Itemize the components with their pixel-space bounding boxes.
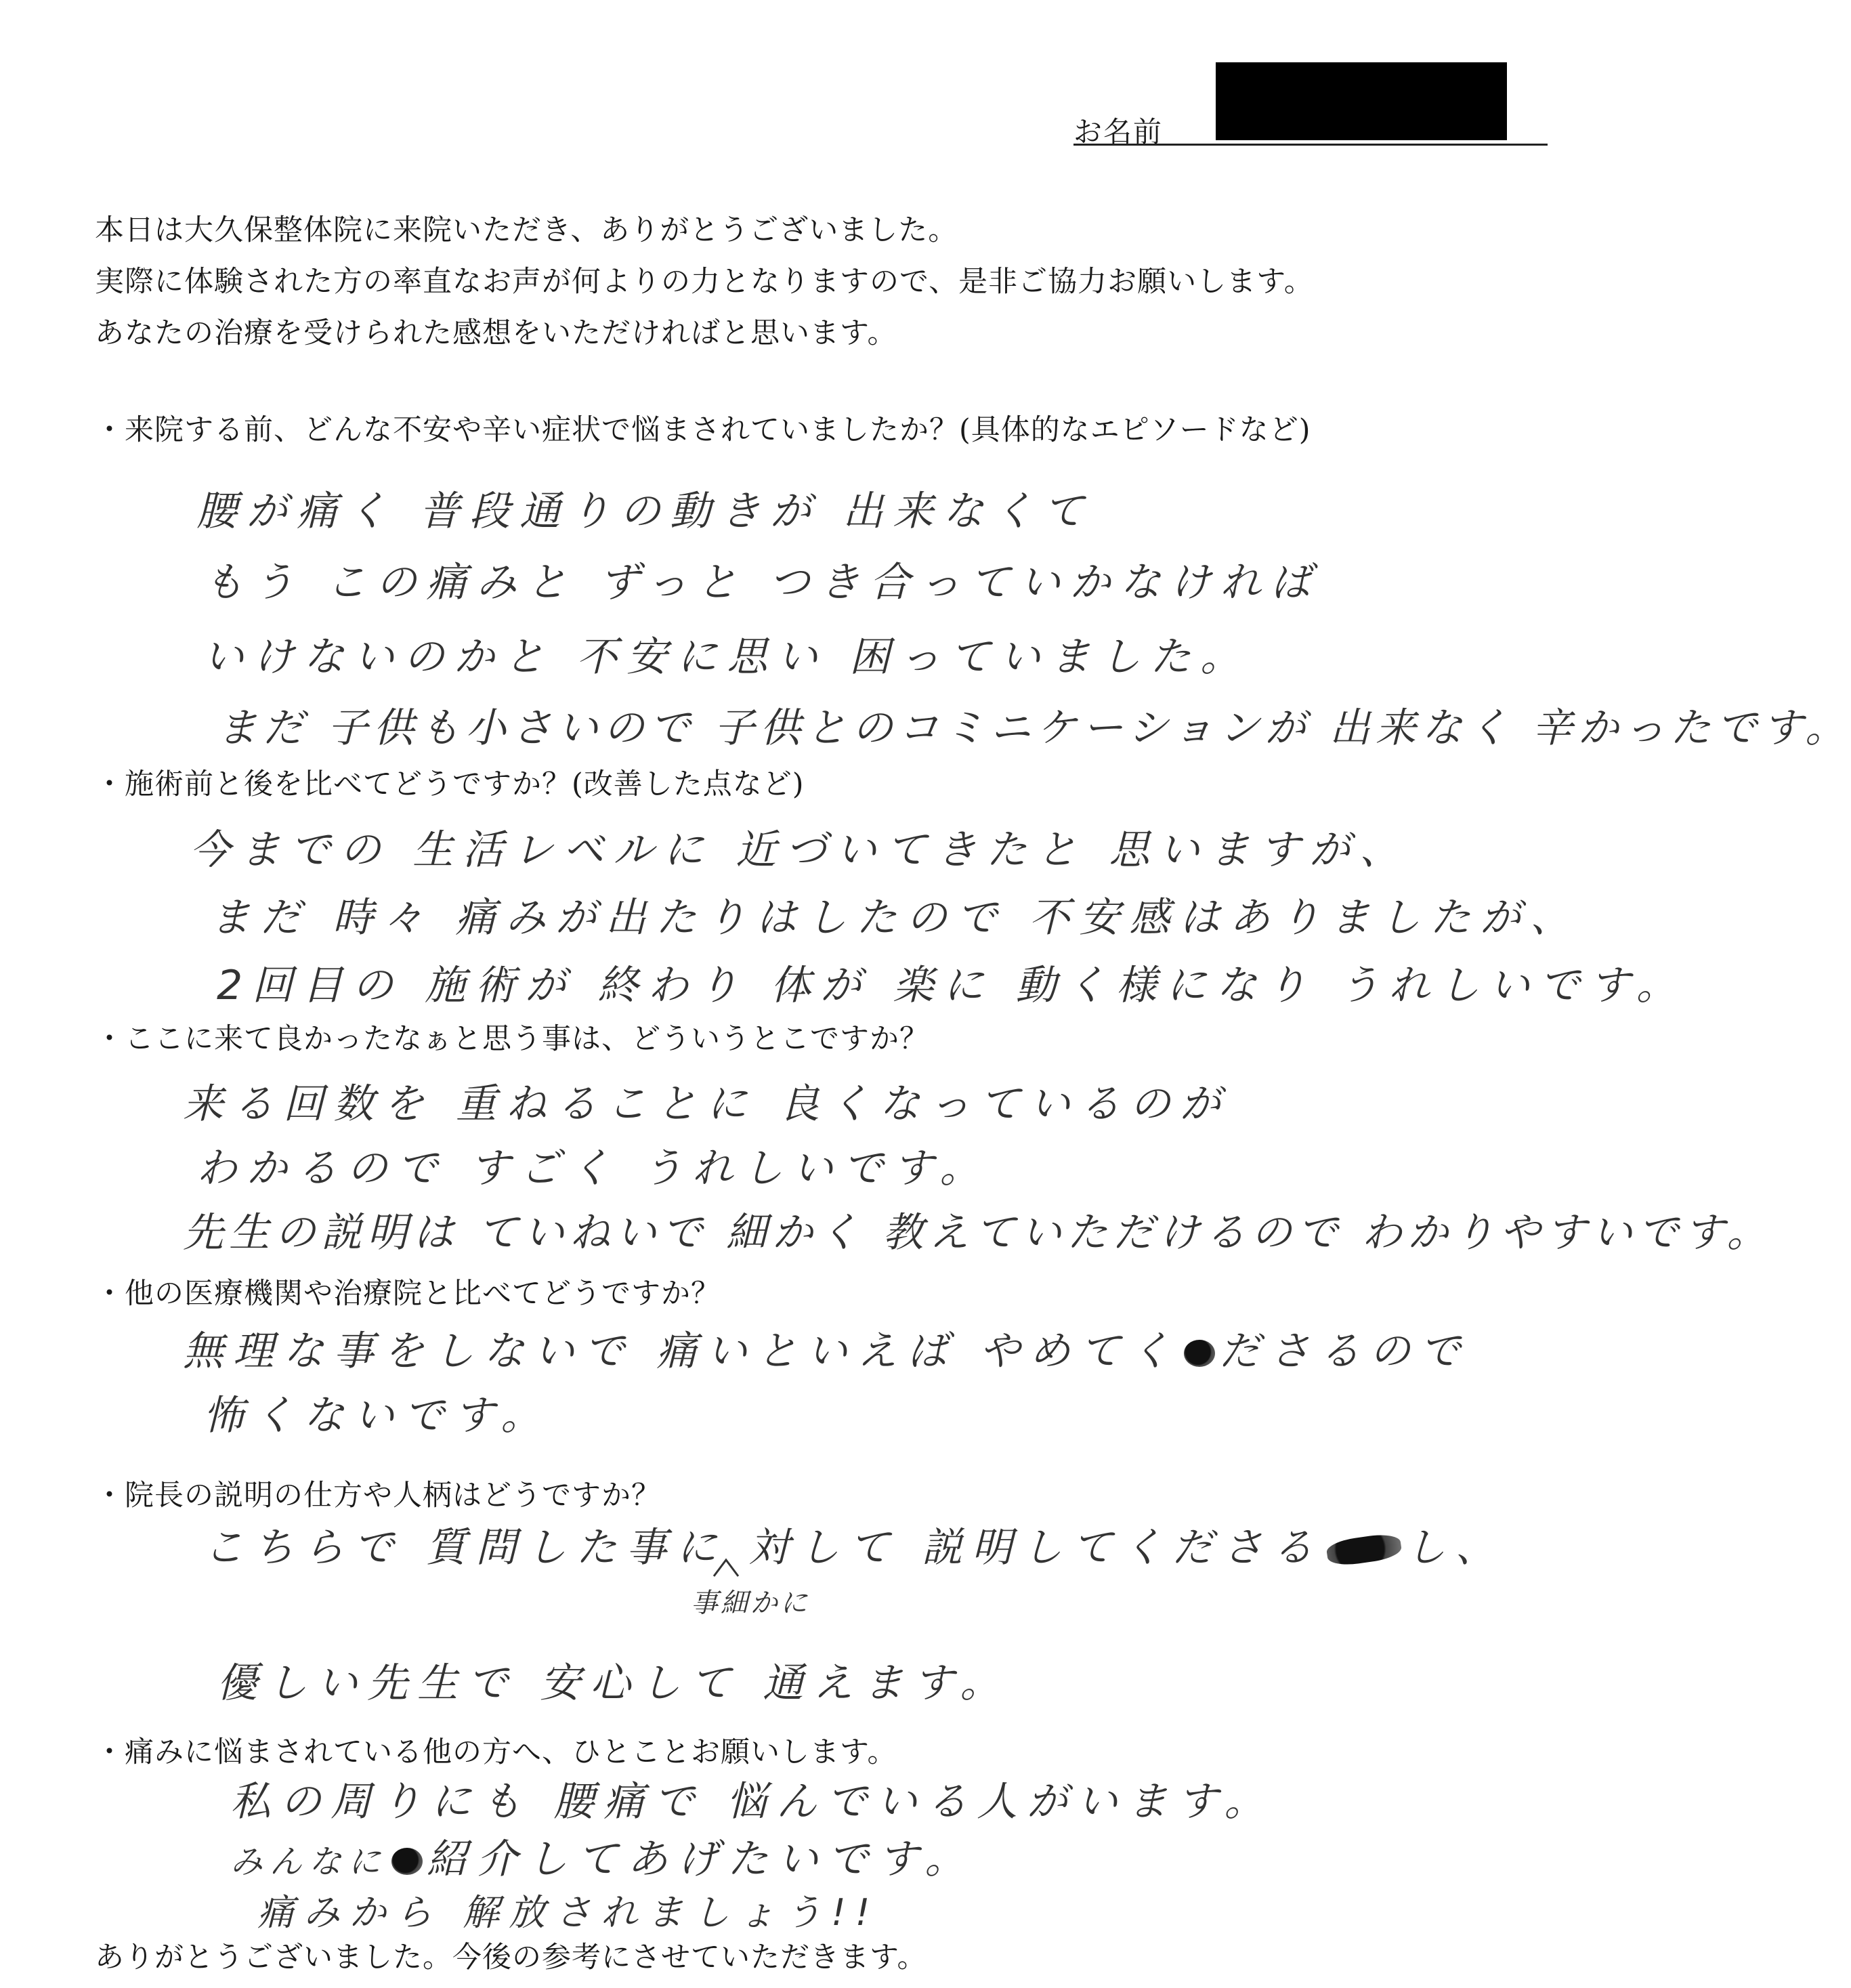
handwritten-line: まだ 時々 痛みが出たりはしたので 不安感はありましたが、 [210,894,1581,942]
question-compare-other [95,1273,1619,1314]
name-underline [1073,144,1548,146]
answer-good-points [183,1070,1773,1267]
answer-before-visit [196,478,1851,762]
handwritten-line: 痛みから 解放されましょう!! [257,1891,880,1934]
question-label: ・他の医療機関や治療院と比べてどうですか？ [95,1277,721,1311]
answer-message [230,1771,1274,1937]
handwritten-line: いけないのかと 不安に思い 困っていました。 [203,633,1251,681]
handwritten-fragment: 無理な事をしないで 痛いといえば やめてく [183,1328,1180,1375]
closing-text: ありがとうございました。今後の参考にさせていただきます。 [95,1941,927,1974]
intro-text [95,205,1619,359]
answer-compare-other [183,1317,1470,1446]
name-redaction [1216,62,1507,140]
intro-line: 実際に体験された方の率直なお声が何よりの力となりますので、是非ご協力お願いします。 [95,265,1314,299]
handwritten-fragment: こちらで 質問した事に 対して 説明してくださる [203,1524,1323,1571]
handwritten-line: 怖くないです。 [203,1392,551,1439]
crossed-out-scribble [1184,1340,1215,1367]
question-label: ・痛みに悩まされている他の方へ、ひとことお願いします。 [95,1735,897,1769]
handwritten-line: 私の周りにも 腰痛で 悩んでいる人がいます。 [230,1778,1275,1825]
crossed-out-scribble [391,1848,423,1875]
handwritten-fragment: みんなに [230,1843,388,1881]
answer-director [203,1514,1506,1717]
insertion-caret [712,1557,740,1578]
handwritten-line: 2回目の 施術が 終わり 体が 楽に 動く様になり うれしいです。 [217,962,1686,1009]
answer-before-after [190,816,1686,1019]
handwritten-fragment: し、 [1405,1524,1506,1571]
handwritten-line [183,1317,1470,1385]
handwritten-line: まだ 子供も小さいので 子供とのコミニケーションが 出来なく 辛かったです。 [217,704,1851,752]
question-director [95,1475,1619,1516]
inserted-text: 事細かに [691,1588,810,1619]
handwritten-line [203,1514,1506,1582]
question-label: ・院長の説明の仕方や人柄はどうですか？ [95,1479,661,1513]
question-good-points [95,1019,1619,1059]
handwritten-fragment: ださるので [1219,1328,1470,1375]
handwritten-line: 来る回数を 重ねることに 良くなっているのが [183,1080,1231,1128]
handwritten-line: 先生の説明は ていねいで 細かく 教えていただけるので わかりやすいです。 [183,1209,1773,1256]
name-field [1073,95,1548,149]
question-before-visit [95,410,1619,450]
question-before-after [95,764,1619,805]
question-message [95,1732,1619,1773]
handwritten-line: 腰が痛く 普段通りの動きが 出来なくて [196,488,1094,535]
handwritten-line: もう この痛みと ずっと つき合っていかなければ [203,559,1321,606]
name-label: お名前 [1073,115,1164,148]
handwritten-line: わかるので すごく うれしいです。 [196,1145,990,1192]
intro-line: あなたの治療を受けられた感想をいただければと思います。 [95,316,897,350]
question-label: ・ここに来て良かったなぁと思う事は、どういうとこですか？ [95,1022,929,1056]
handwritten-line: 優しい先生で 安心して 通えます。 [217,1659,1010,1707]
intro-line: 本日は大久保整体院に来院いただき、ありがとうございました。 [95,213,958,247]
handwritten-fragment: 紹介してあげたいです。 [427,1836,975,1883]
question-label: ・施術前と後を比べてどうですか？(改善した点など) [95,767,805,801]
question-label: ・来院する前、どんな不安や辛い症状で悩まされていましたか？(具体的なエピソードなど) [95,413,1311,447]
handwritten-line: 今までの 生活レベルに 近づいてきたと 思いますが、 [190,826,1410,874]
crossed-out-scribble [1325,1532,1403,1568]
handwritten-line [230,1832,1274,1889]
